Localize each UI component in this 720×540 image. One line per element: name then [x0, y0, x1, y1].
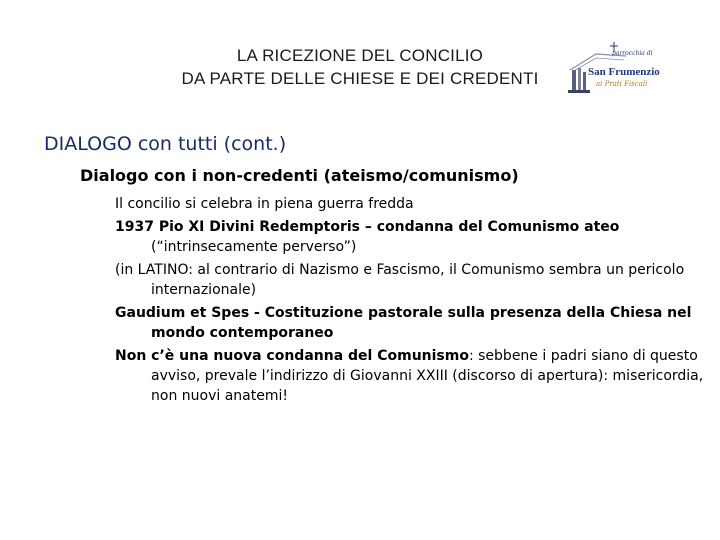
- bullet-bold-text: 1937 Pio XI Divini Redemptoris – condanna del Comunismo ateo: [115, 219, 620, 235]
- bullet-item: [115, 346, 705, 406]
- bullet-text: (in LATINO: al contrario di Nazismo e Fascismo, il Comunismo sembra un pericolo internazionale): [115, 262, 685, 298]
- logo-line-1: parrocchia di: [612, 50, 653, 57]
- bullet-bold-text: Gaudium et Spes - Costituzione pastorale sulla presenza della Chiesa nel mondo contemporaneo: [115, 305, 692, 341]
- title-line-1: LA RICEZIONE DEL CONCILIO: [236, 46, 484, 65]
- logo-subtitle: ai Prati Fiscali: [596, 80, 648, 88]
- bullet-text: (“intrinsecamente perverso”): [151, 239, 357, 255]
- bullet-text: : sebbene i padri siano di questo avviso, prevale l’indirizzo di Giovanni XXIII (discorso di apertura): misericordia, non nuovi anatemi!: [151, 348, 704, 404]
- title-line-2: DA PARTE DELLE CHIESE E DEI CREDENTI: [181, 69, 539, 88]
- bullet-item: [115, 260, 705, 300]
- sub-heading: Dialogo con i non-credenti (ateismo/comunismo): [80, 166, 519, 185]
- parish-logo: [566, 40, 666, 100]
- bullet-item: [115, 303, 705, 343]
- section-heading: DIALOGO con tutti (cont.): [44, 133, 287, 155]
- bullet-bold-text: Non c’è una nuova condanna del Comunismo: [115, 348, 469, 364]
- bullet-item: [115, 194, 705, 214]
- bullet-item: [115, 217, 705, 257]
- logo-name: San Frumenzio: [588, 66, 660, 78]
- slide-title: [100, 44, 620, 90]
- bullet-list: [115, 194, 705, 409]
- bullet-text: Il concilio si celebra in piena guerra fredda: [115, 196, 414, 212]
